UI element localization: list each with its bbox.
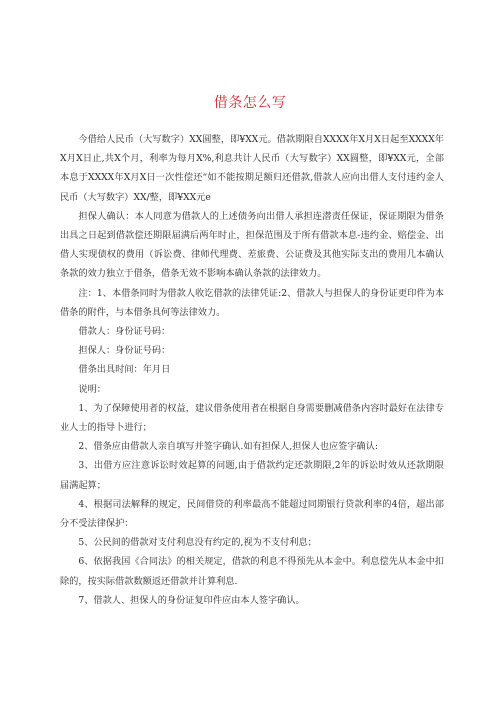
instruction-item: 7、借款人、担保人的身份证复印件应由本人签字确认。 [78, 594, 305, 606]
instruction-item: 6、依据我国《合同法》的相关规定，借款的利息不得预先从本金中。利息偿先从本金中扣除的，按实际借款数额返还借款并计算利息. [60, 556, 444, 587]
instruction-item: 2、借条应由借款人亲自填写并签字确认.如有担保人,担保人也应签字确认: [78, 441, 378, 453]
loan-terms-paragraph: 今借给人民币（大写数字）XX圆整，即¥XX元。借款期限自XXXX年X月X日起至XXXX年X月X日止,共X个月，利率为每月X%,利息共计人民币（大写数字）XX圆整，即¥XX元，全部本息于XXXX年X月X日一次性偿还“如不能按期足额归还借款,借款人应向出借人支付违约金人民币（大写数字）XX/整，即¥XX元e [60, 134, 444, 203]
note-paragraph: 注：1、本借条同时为借款人收讫借款的法律凭证:2、借款人与担保人的身份证更印件为本借条的附件，与本借条具何等法律效力。 [60, 287, 444, 318]
instruction-item: 5、公民间的借款对支付利息没有约定的,视为不支付利息； [78, 537, 317, 549]
instruction-item: 3、出借方应注意诉讼时效起算的问题,由于借款约定还款期限,2年的诉讼时效从还款期限届满起算； [60, 460, 444, 491]
instruction-item: 4、根据司法解释的规定，民间借贷的利率最高不能超过同期银行贷款利率的4倍，超出部分不受法律保护： [60, 498, 444, 530]
guarantor-confirmation-paragraph: 担保人确认：本人同意为借款人的上述债务向出借人承担连潜责任保证，保证期限为借条出具之日起到借款偿还期限届满后两年时止，担保范围及于所有借款本息-违约金、赔偿金、出借人实现债权的费用（诉讼费、律师代理费、差旅费、公证费及其他实际支出的费用几本确认条款的效力独立于借条，借条无效不影响本确认条款的法律效力。 [60, 210, 444, 280]
instructions-heading: 说明： [78, 383, 106, 395]
document-title: 借条怎么写 [213, 95, 287, 111]
guarantor-line: 担保人：身份证号码： [78, 345, 171, 357]
instruction-item: 1、为了保障使用者的权益，建议借条使用者在根据自身需要删减借条内容时最好在法律专业人士的指导卜进行； [60, 402, 444, 434]
document-body [60, 130, 444, 610]
issue-date-line: 借条出具时间：年月日 [78, 364, 171, 376]
borrower-line: 借款人：身份证号码： [78, 326, 171, 338]
